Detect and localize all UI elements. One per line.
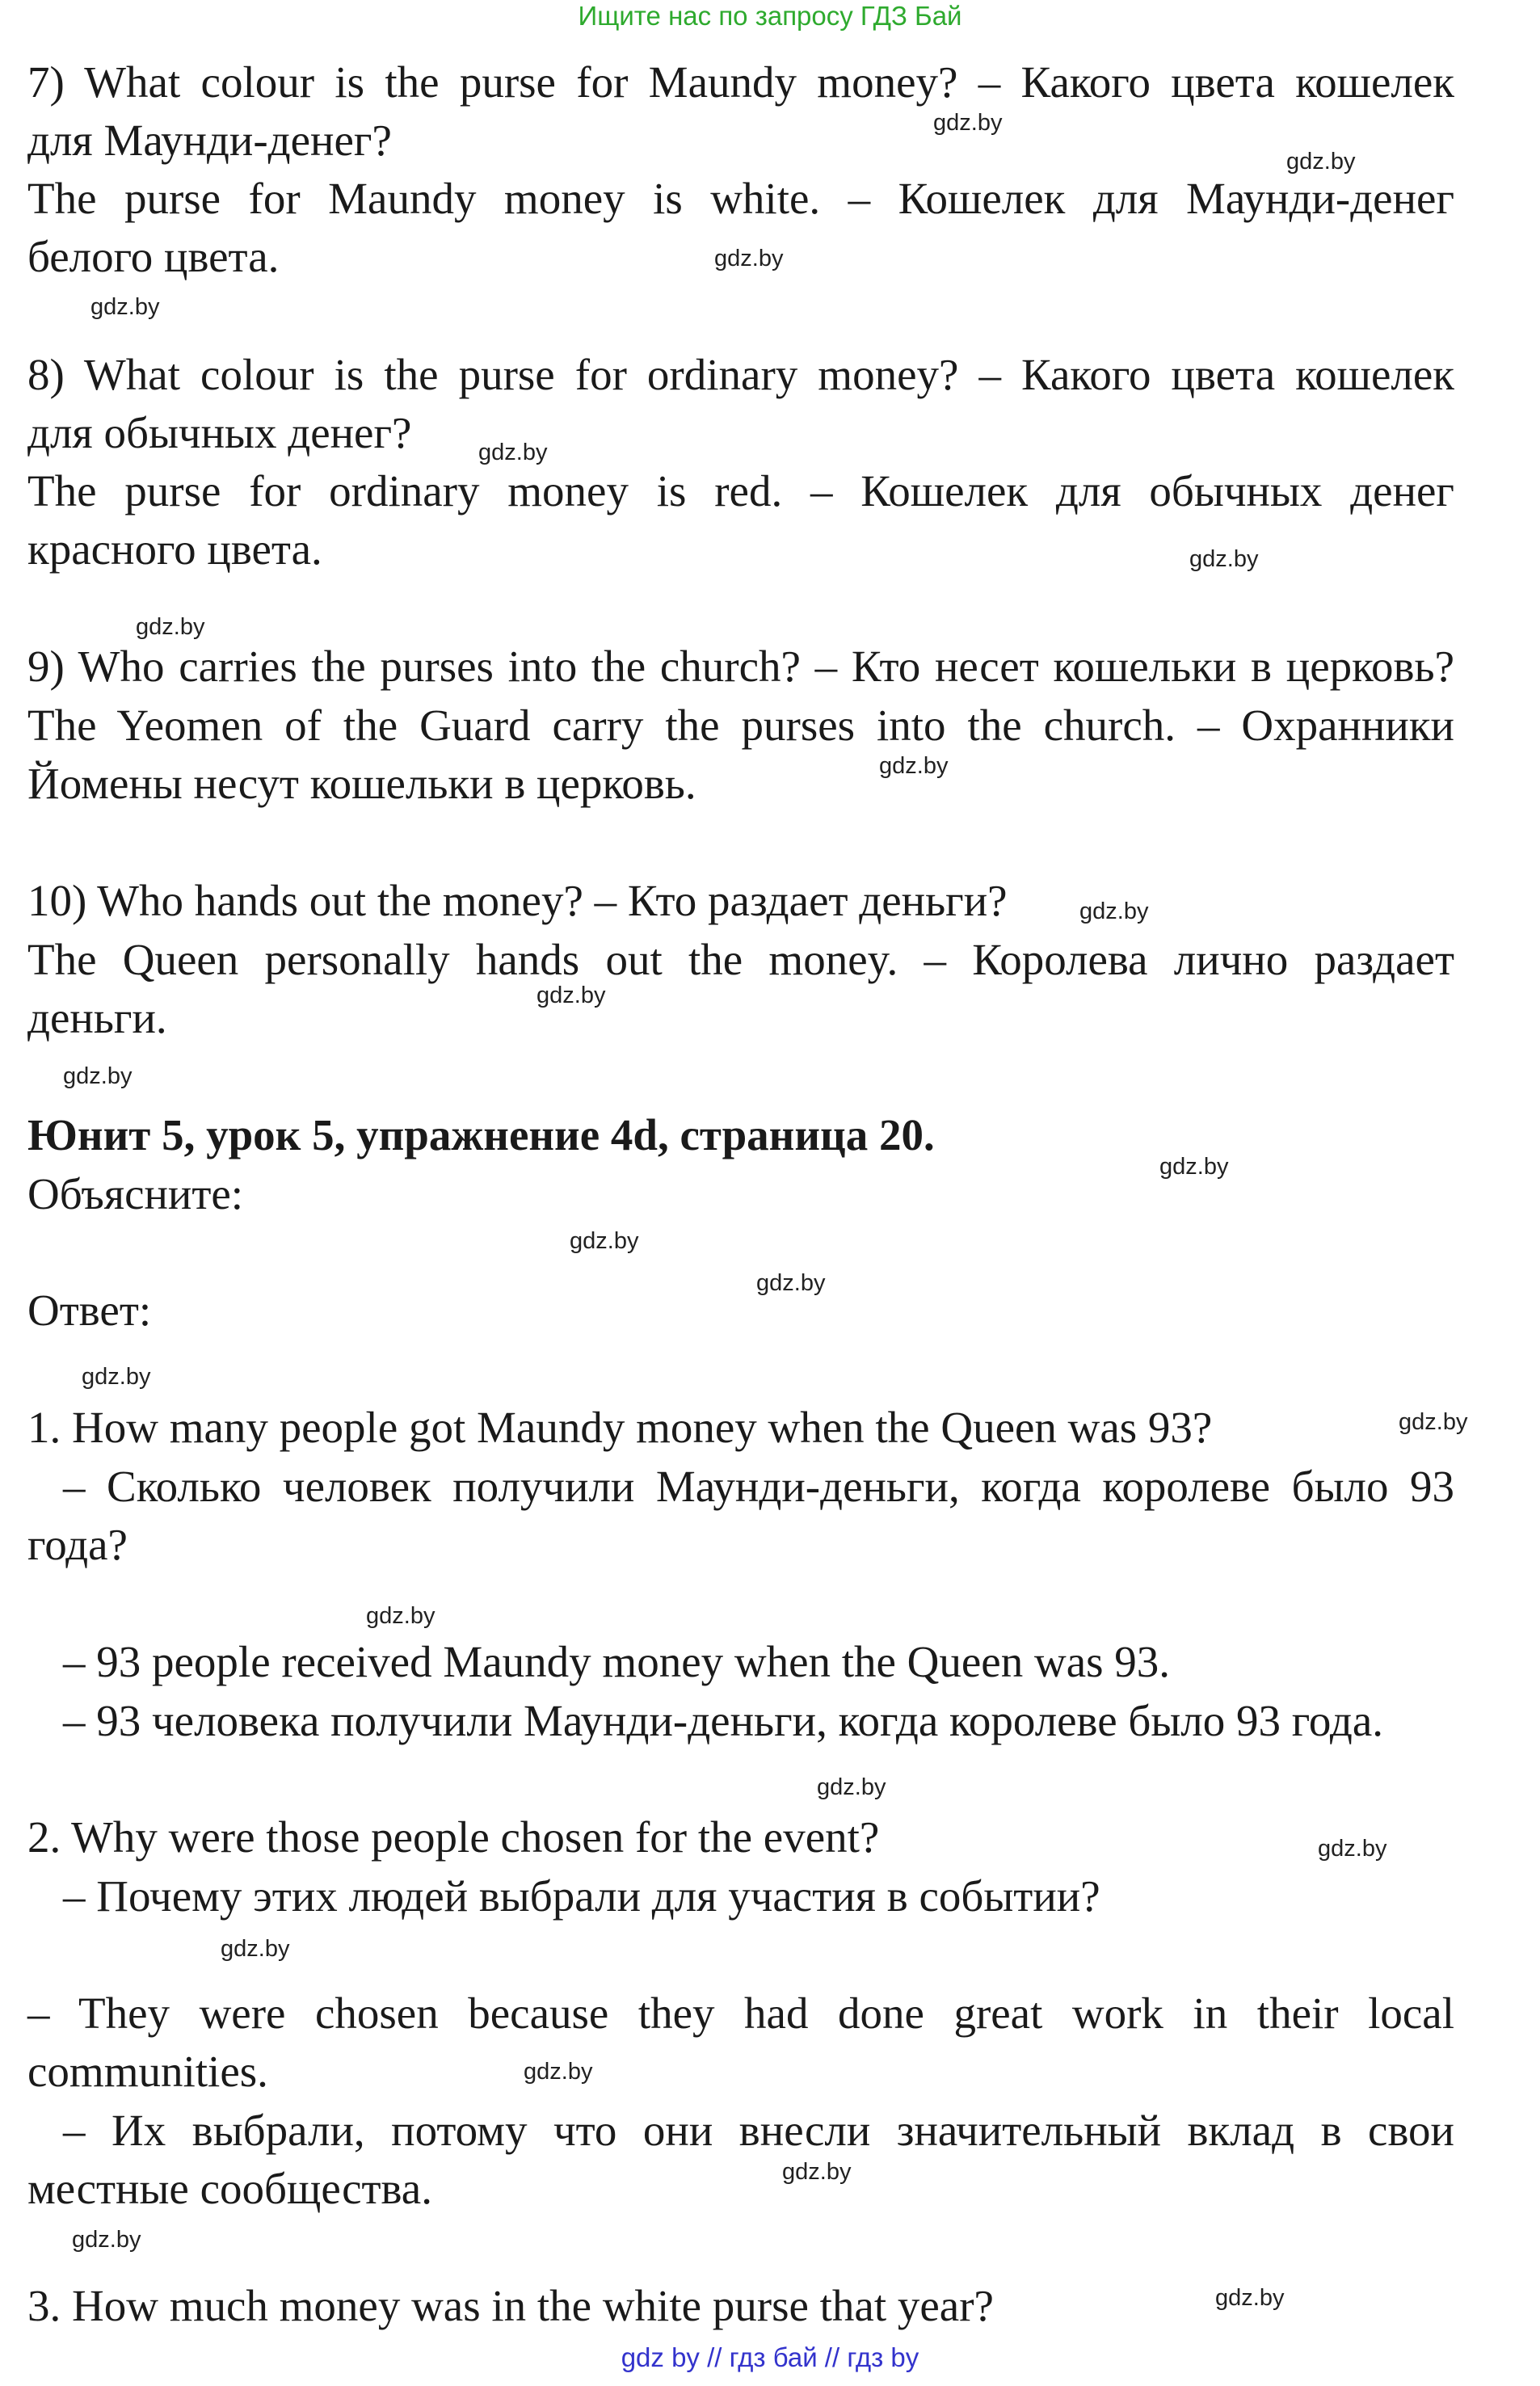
watermark: gdz.by: [1079, 898, 1149, 924]
watermark: gdz.by: [1318, 1836, 1387, 1862]
watermark: gdz.by: [817, 1774, 886, 1800]
watermark: gdz.by: [524, 2059, 593, 2085]
watermark: gdz.by: [756, 1270, 826, 1296]
item3-question: 3. How much money was in the white purse that year?: [27, 2281, 994, 2330]
item2-question: 2. Why were those people chosen for the event?: [27, 1812, 880, 1862]
watermark: gdz.by: [782, 2159, 852, 2185]
q10-question-line-1: 10) Who hands out the money? – Кто раздает деньги?: [27, 876, 1008, 925]
watermark: gdz.by: [1159, 1154, 1229, 1180]
watermark: gdz.by: [570, 1228, 639, 1254]
q9-answer-line-1: The Yeomen of the Guard carry the purses into the church. – Охранники: [27, 701, 1454, 750]
watermark: gdz.by: [63, 1063, 133, 1089]
item2-answer-english-line-2: communities.: [27, 2047, 268, 2096]
q8-question-line-2: для обычных денег?: [27, 408, 412, 457]
section-instruction: Объясните:: [27, 1169, 244, 1218]
watermark: gdz.by: [536, 983, 606, 1008]
item1-translation-line-1: – Сколько человек получили Маунди-деньги, когда королеве было 93: [63, 1462, 1454, 1511]
item2-answer-english-line-1: – They were chosen because they had done great work in their local: [27, 1988, 1454, 2038]
q7-answer-line-2: белого цвета.: [27, 232, 280, 281]
q8-answer-line-1: The purse for ordinary money is red. – Кошелек для обычных денег: [27, 466, 1454, 515]
q9-answer-line-2: Йомены несут кошельки в церковь.: [27, 759, 696, 808]
q10-answer-line-2: деньги.: [27, 993, 167, 1042]
watermark: gdz.by: [72, 2227, 141, 2253]
watermark: gdz.by: [478, 440, 548, 465]
item2-translation: – Почему этих людей выбрали для участия в событии?: [63, 1871, 1100, 1921]
q8-question-line-1: 8) What colour is the purse for ordinary money? – Какого цвета кошелек: [27, 350, 1454, 399]
watermark: gdz.by: [366, 1603, 435, 1629]
footer-banner: gdz by // гдз бай // гдз by: [621, 2342, 919, 2372]
watermark: gdz.by: [714, 246, 784, 271]
item2-answer-russian-line-1: – Их выбрали, потому что они внесли значительный вклад в свои: [63, 2106, 1454, 2155]
answer-label: Ответ:: [27, 1286, 152, 1335]
watermark: gdz.by: [1215, 2285, 1285, 2311]
header-banner: Ищите нас по запросу ГДЗ Бай: [578, 1, 962, 31]
section-title: Юнит 5, урок 5, упражнение 4d, страница 20.: [27, 1110, 935, 1159]
q7-question-line-2: для Маунди-денег?: [27, 116, 392, 165]
watermark: gdz.by: [879, 753, 949, 779]
item1-translation-line-2: года?: [27, 1520, 128, 1569]
watermark: gdz.by: [82, 1364, 151, 1390]
watermark: gdz.by: [1286, 149, 1356, 175]
watermark: gdz.by: [221, 1936, 290, 1962]
item1-answer-russian: – 93 человека получили Маунди-деньги, когда королеве было 93 года.: [63, 1696, 1383, 1745]
q9-question-line-1: 9) Who carries the purses into the church? – Кто несет кошельки в церковь?: [27, 642, 1454, 691]
q7-question-line-1: 7) What colour is the purse for Maundy money? – Какого цвета кошелек: [27, 57, 1454, 107]
q7-answer-line-1: The purse for Maundy money is white. – Кошелек для Маунди-денег: [27, 174, 1454, 223]
watermark: gdz.by: [1399, 1409, 1468, 1435]
watermark: gdz.by: [933, 110, 1003, 136]
item1-question: 1. How many people got Maundy money when the Queen was 93?: [27, 1403, 1213, 1452]
item1-answer-english: – 93 people received Maundy money when the Queen was 93.: [63, 1637, 1171, 1686]
watermark: gdz.by: [1189, 546, 1259, 572]
watermark: gdz.by: [136, 614, 205, 640]
item2-answer-russian-line-2: местные сообщества.: [27, 2164, 432, 2213]
q8-answer-line-2: красного цвета.: [27, 524, 322, 574]
watermark: gdz.by: [90, 294, 160, 320]
q10-answer-line-1: The Queen personally hands out the money. – Королева лично раздает: [27, 935, 1454, 984]
